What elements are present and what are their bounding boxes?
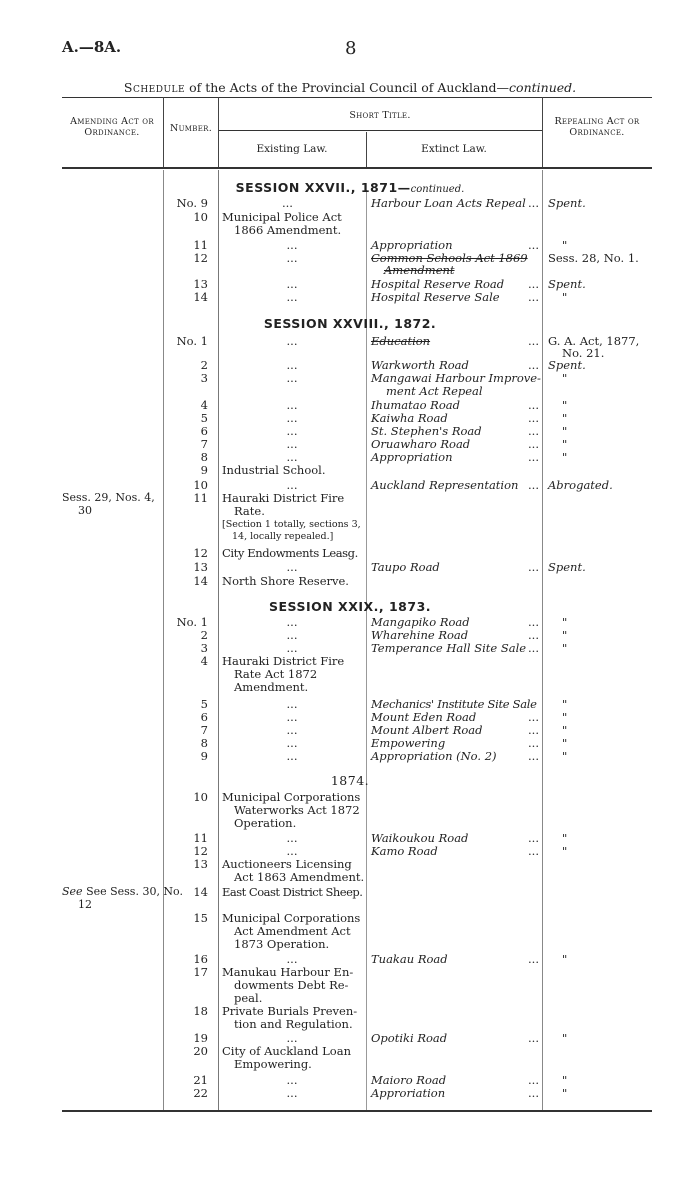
- table-row: 8 ... Appropriation ... ": [200, 450, 568, 464]
- table-row: 5 ... Kaiwha Road ... ": [200, 411, 568, 425]
- table-row: 14 ... Hospital Reserve Sale ... ": [193, 290, 568, 304]
- table-row: 18 Private Burials Preven-: [193, 1004, 358, 1018]
- col-number: Number.: [169, 123, 213, 134]
- table-top-rule: [62, 97, 652, 98]
- table-row: 2 ... Warkworth Road ... Spent.: [200, 358, 586, 372]
- table-row: 12 ... Kamo Road ... ": [193, 844, 568, 858]
- table-row: 10 Municipal Corporations: [193, 790, 361, 804]
- table-row: 19 ... Opotiki Road ... ": [193, 1031, 568, 1045]
- table-row: 2 ... Wharehine Road ... ": [200, 628, 568, 642]
- table-row: Waterworks Act 1872: [234, 803, 360, 817]
- table-row: 12 ... Common Schools Act 1869 Sess. 28, No. 1.: [193, 251, 639, 265]
- table-row: No. 9 ... Harbour Loan Acts Repeal ... Spent.: [176, 196, 586, 210]
- table-row: 12: [78, 898, 92, 911]
- table-row: 7 ... Mount Albert Road ... ": [200, 723, 568, 737]
- table-row: 17 Manukau Harbour En-: [193, 965, 354, 979]
- table-row: [Section 1 totally, sections 3,: [222, 519, 361, 530]
- col-amending: Amending Act or Ordinance.: [70, 116, 154, 138]
- table-row: 10 ... Auckland Representation ... Abrogated.: [193, 478, 613, 492]
- page-number: 8: [345, 38, 357, 59]
- page-title: Schedule of the Acts of the Provincial Council of Auckland—continued.: [123, 80, 577, 95]
- table-row: 3 ... Temperance Hall Site Sale ... ": [200, 641, 568, 655]
- table-row: ment Act Repeal: [386, 384, 483, 398]
- table-row: No. 1 ... Education ... G. A. Act, 1877,: [176, 334, 640, 348]
- session-heading: SESSION XXVII., 1871—continued.: [235, 180, 465, 195]
- col-sep-2: [218, 97, 219, 167]
- table-row: Empowering.: [234, 1057, 312, 1071]
- table-row: See See Sess. 30, No. 14 East Coast District Sheep.: [62, 885, 363, 899]
- table-row: 1873 Operation.: [234, 937, 330, 951]
- table-row: 11 ... Appropriation ... ": [193, 238, 568, 252]
- col-short-title: Short Title.: [349, 110, 411, 121]
- short-title-rule: [218, 130, 542, 131]
- table-row: Operation.: [234, 816, 297, 830]
- table-row: 13 Auctioneers Licensing: [193, 857, 352, 871]
- table-row: 4 ... Ihumatao Road ... ": [200, 398, 568, 412]
- table-row: 30 Rate.: [78, 504, 265, 518]
- table-row: 13 ... Hospital Reserve Road ... Spent.: [193, 277, 586, 291]
- table-row: 6 ... Mount Eden Road ... ": [200, 710, 568, 724]
- header-bottom-rule: [62, 167, 652, 169]
- table-row: Sess. 29, Nos. 4, 11 Hauraki District Fire: [62, 491, 345, 505]
- table-row: 13 ... Taupo Road ... Spent.: [193, 560, 586, 574]
- session-heading: SESSION XXIX., 1873.: [268, 599, 432, 614]
- table-row: Act Amendment Act: [234, 924, 351, 938]
- table-row: Rate Act 1872: [234, 667, 318, 681]
- table-row: Amendment: [384, 263, 455, 277]
- table-row: Act 1863 Amendment.: [234, 870, 365, 884]
- table-row: 16 ... Tuakau Road ... ": [193, 952, 568, 966]
- table-row: 12 City Endowments Leasg.: [193, 546, 358, 560]
- table-row: tion and Regulation.: [234, 1017, 353, 1031]
- table-row: 20 City of Auckland Loan: [193, 1044, 351, 1058]
- table-row: 5 ... Mechanics' Institute Site Sale ": [200, 697, 568, 711]
- col-extinct-law: Extinct Law.: [421, 143, 487, 155]
- table-row: 3 ... Mangawai Harbour Improve- ": [200, 371, 568, 385]
- table-row: 9 Industrial School.: [200, 463, 326, 477]
- table-row: No. 1 ... Mangapiko Road ... ": [176, 615, 568, 629]
- table-row: dowments Debt Re-: [234, 978, 349, 992]
- table-row: 4 Hauraki District Fire: [200, 654, 345, 668]
- table-bottom-rule: [62, 1110, 652, 1112]
- table-row: 21 ... Maioro Road ... ": [193, 1073, 568, 1087]
- table-row: 9 ... Appropriation (No. 2) ... ": [200, 749, 568, 763]
- page-reference: A.—8A.: [62, 38, 122, 56]
- table-row: 8 ... Empowering ... ": [200, 736, 568, 750]
- session-heading: 1874.: [330, 773, 370, 788]
- table-row: 10 Municipal Police Act: [193, 210, 342, 224]
- col-repealing: Repealing Act or Ordinance.: [554, 116, 640, 138]
- table-row: peal.: [234, 991, 263, 1005]
- table-row: 15 Municipal Corporations: [193, 911, 361, 925]
- table-row: Amendment.: [234, 680, 309, 694]
- col-existing-law: Existing Law.: [256, 143, 328, 155]
- table-row: 1866 Amendment.: [234, 223, 342, 237]
- table-row: 11 ... Waikoukou Road ... ": [193, 831, 568, 845]
- table-row: No. 21.: [562, 346, 605, 360]
- table-row: 22 ... Approriation ... ": [193, 1086, 568, 1100]
- table-row: 14, locally repealed.]: [232, 531, 334, 542]
- table-row: 6 ... St. Stephen's Road ... ": [200, 424, 568, 438]
- session-heading: SESSION XXVIII., 1872.: [263, 316, 437, 331]
- table-row: 14 North Shore Reserve.: [193, 574, 349, 588]
- table-row: 7 ... Oruawharo Road ... ": [200, 437, 568, 451]
